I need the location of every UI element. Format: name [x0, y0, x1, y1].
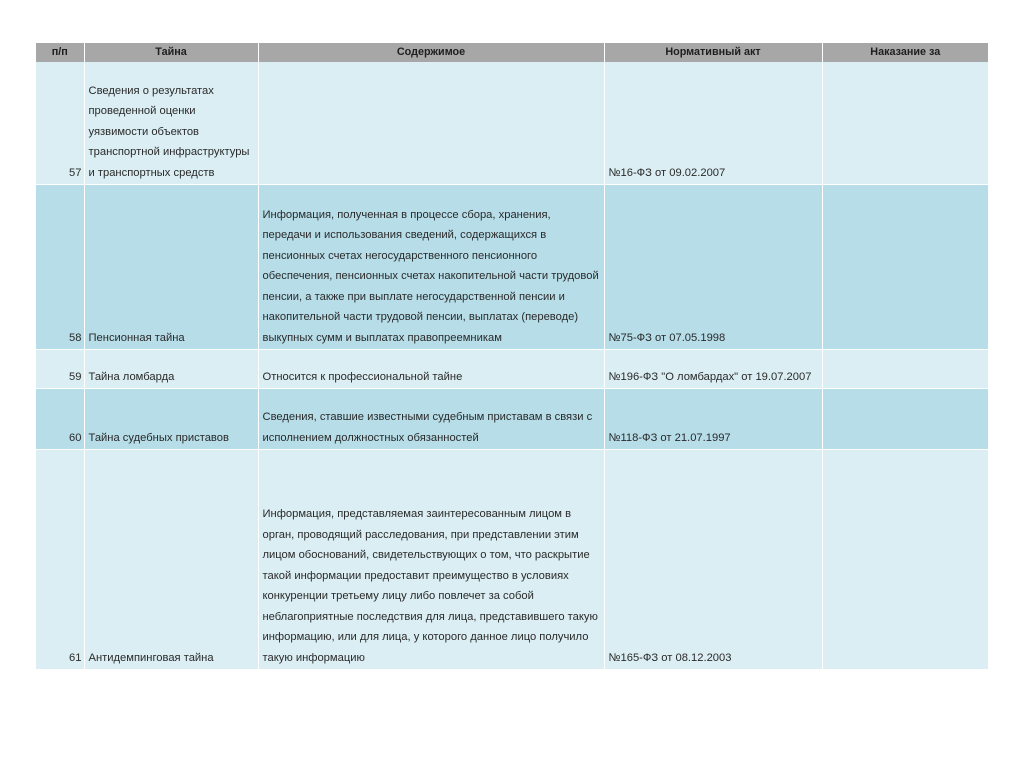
punishment	[822, 350, 988, 389]
table-row	[36, 350, 988, 389]
row-number: 61	[36, 450, 84, 670]
table-row	[36, 450, 988, 670]
secrets-table	[36, 43, 988, 670]
secret-name: Тайна ломбарда	[84, 350, 258, 389]
header-punishment: Наказание за	[822, 43, 988, 62]
secret-content: Относится к профессиональной тайне	[258, 350, 604, 389]
secret-name: Антидемпинговая тайна	[84, 450, 258, 670]
secrets-table-container	[36, 43, 988, 670]
header-content: Содержимое	[258, 43, 604, 62]
normative-act: №75-ФЗ от 07.05.1998	[604, 185, 822, 350]
secret-content: Сведения, ставшие известными судебным приставам в связи с исполнением должностных обязанностей	[258, 389, 604, 450]
row-number: 58	[36, 185, 84, 350]
punishment	[822, 185, 988, 350]
punishment	[822, 389, 988, 450]
table-row	[36, 185, 988, 350]
row-number: 59	[36, 350, 84, 389]
secret-content: Информация, представляемая заинтересованным лицом в орган, проводящий расследования, при представлении этим лицом обоснований, свидетельствующих о том, что раскрытие такой информации предоставит преимущество в условиях конкуренции третьему лицу либо повлечет за собой неблагоприятные последствия для лица, представившего такую информацию, или для лица, у которого данное лицо получило такую информацию	[258, 450, 604, 670]
normative-act: №165-ФЗ от 08.12.2003	[604, 450, 822, 670]
table-row	[36, 62, 988, 185]
row-number: 57	[36, 62, 84, 185]
table-header-row	[36, 43, 988, 62]
normative-act: №196-ФЗ "О ломбардах" от 19.07.2007	[604, 350, 822, 389]
header-number: п/п	[36, 43, 84, 62]
table-row	[36, 389, 988, 450]
punishment	[822, 62, 988, 185]
secret-name: Сведения о результатах проведенной оценки уязвимости объектов транспортной инфраструктуры и транспортных средств	[84, 62, 258, 185]
secret-name: Тайна судебных приставов	[84, 389, 258, 450]
header-secret: Тайна	[84, 43, 258, 62]
header-normative-act: Нормативный акт	[604, 43, 822, 62]
normative-act: №118-ФЗ от 21.07.1997	[604, 389, 822, 450]
normative-act: №16-ФЗ от 09.02.2007	[604, 62, 822, 185]
punishment	[822, 450, 988, 670]
secret-name: Пенсионная тайна	[84, 185, 258, 350]
secret-content	[258, 62, 604, 185]
row-number: 60	[36, 389, 84, 450]
secret-content: Информация, полученная в процессе сбора, хранения, передачи и использования сведений, содержащихся в пенсионных счетах негосударственного пенсионного обеспечения, пенсионных счетах накопительной части трудовой пенсии, а также при выплате негосударственной пенсии и накопительной части трудовой пенсии, выплатах (переводе) выкупных сумм и выплатах правопреемникам	[258, 185, 604, 350]
